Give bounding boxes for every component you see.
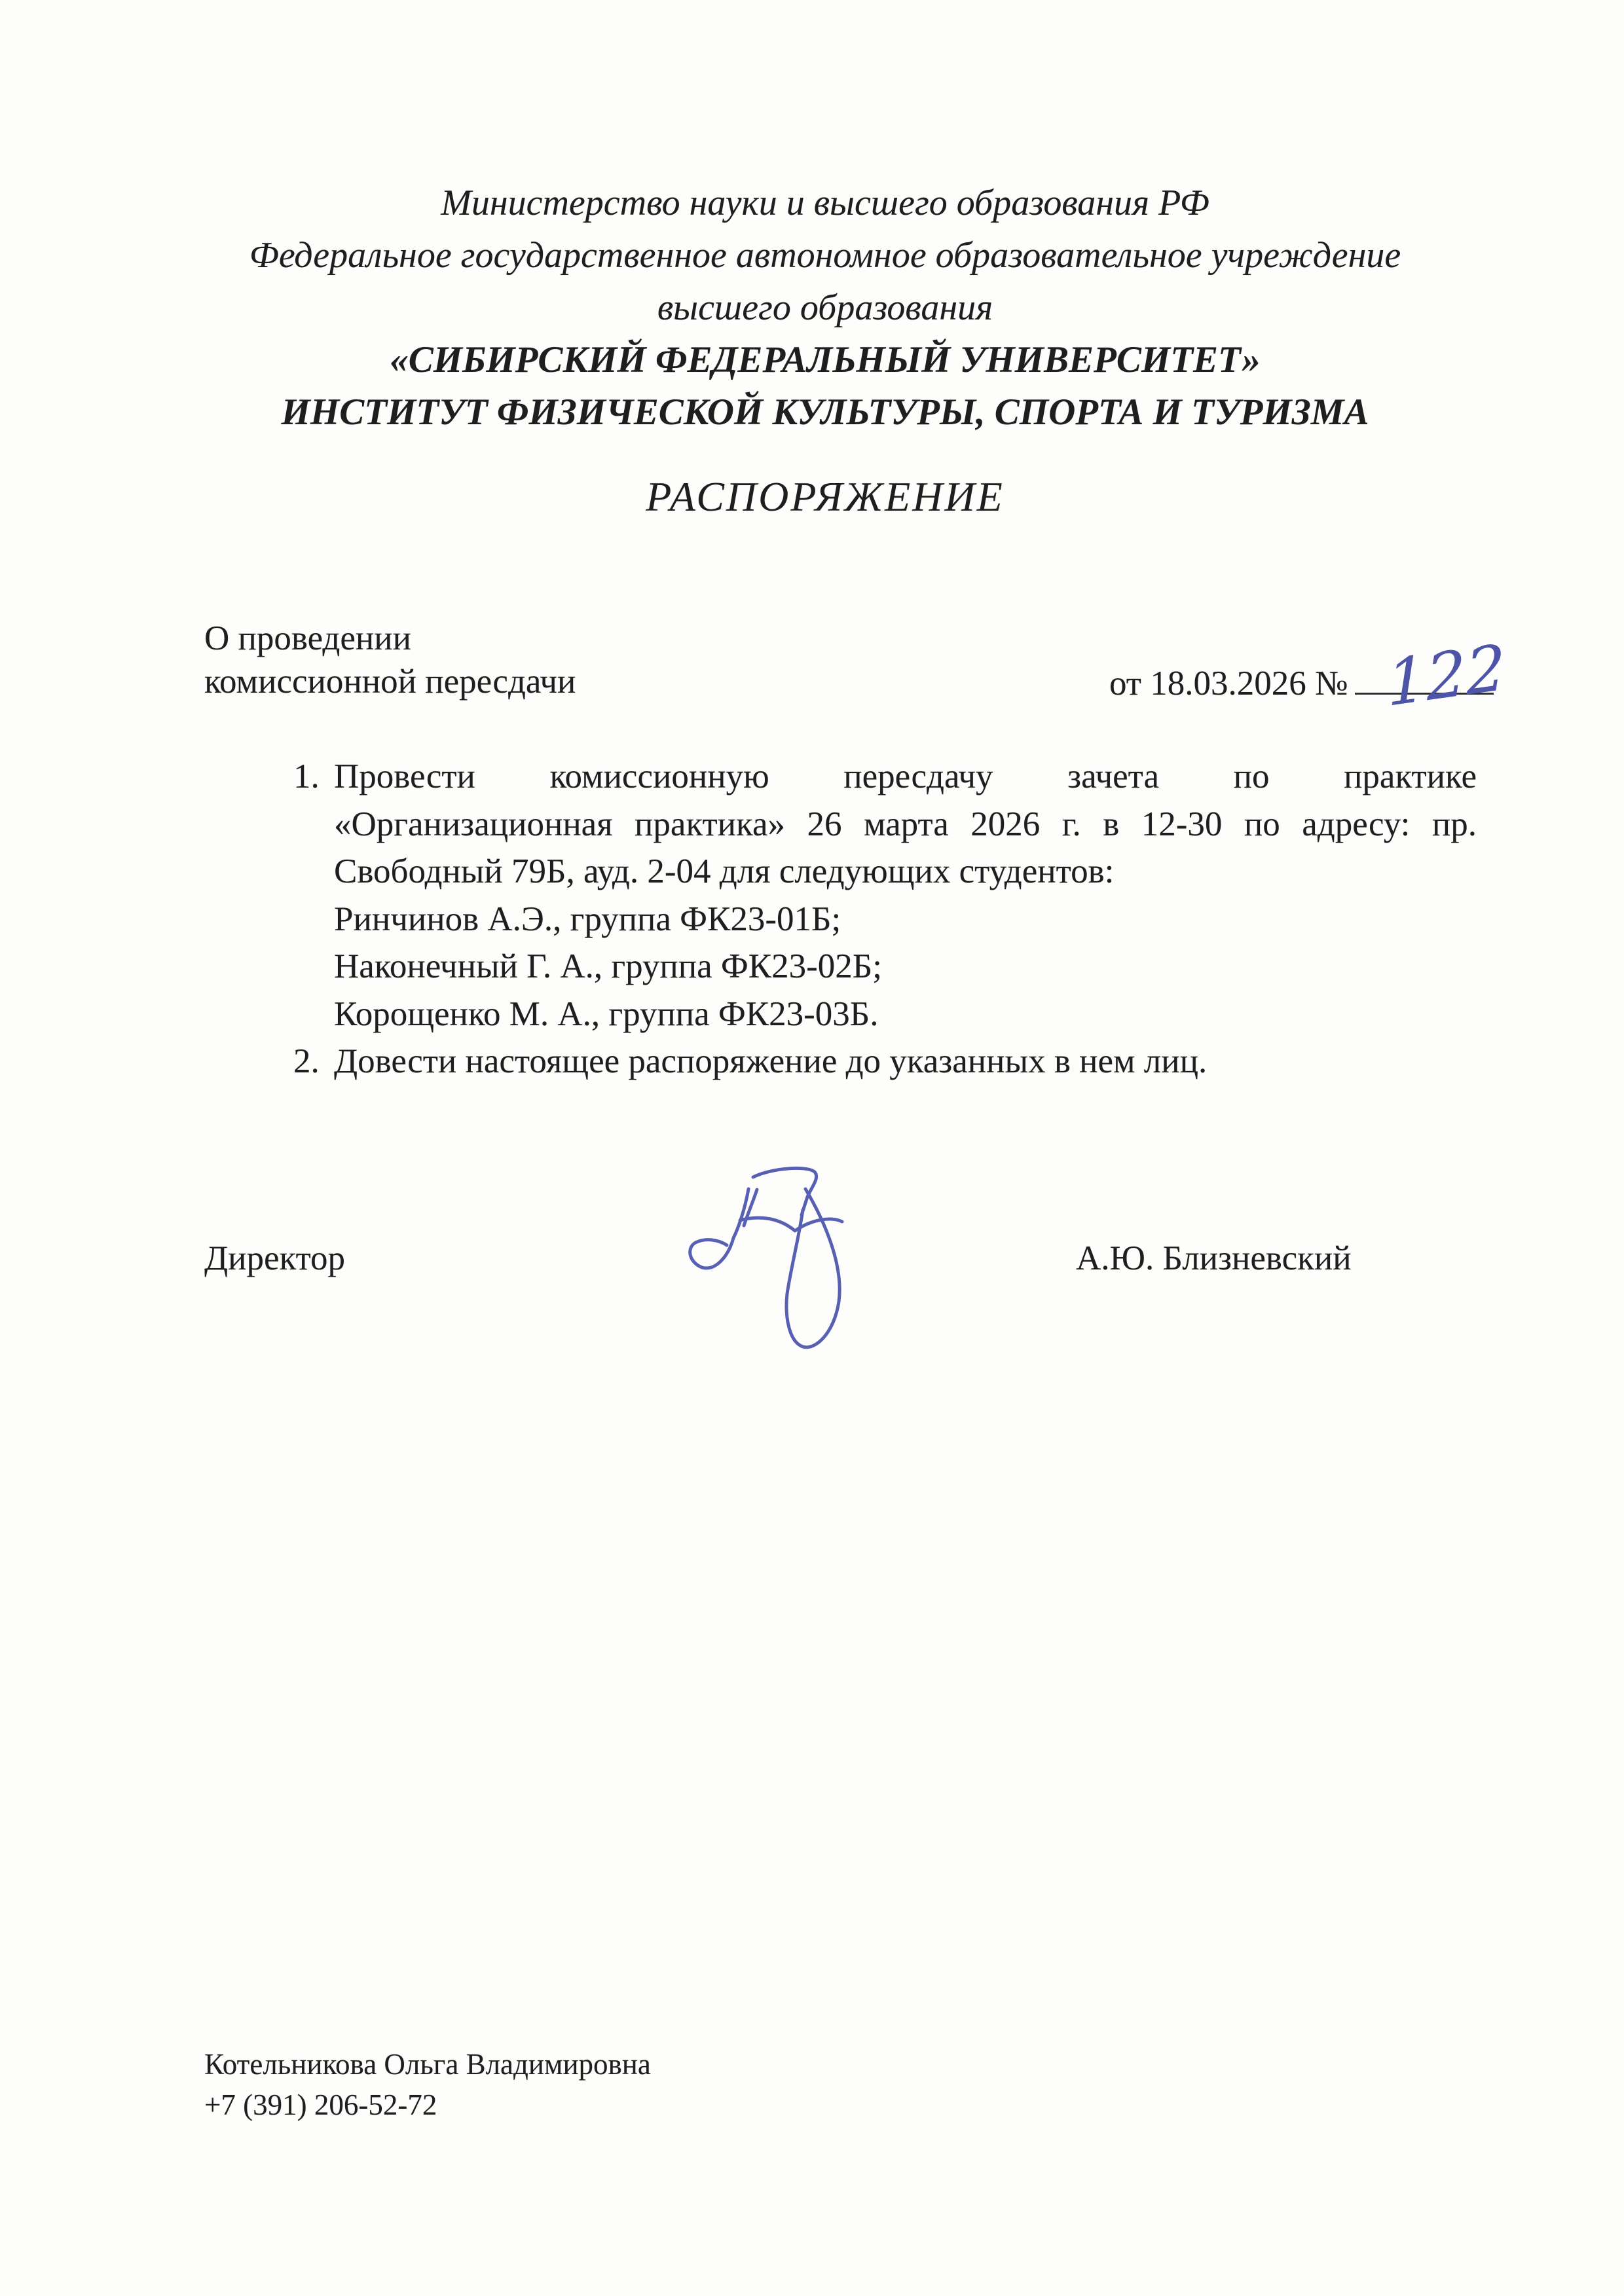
student-row-1: Ринчинов А.Э., группа ФК23-01Б; — [334, 900, 841, 938]
student-row-3: Корощенко М. А., группа ФК23-03Б. — [334, 994, 879, 1033]
signer-position-title: Директор — [204, 1239, 346, 1277]
item-1-line-1 — [293, 753, 1477, 801]
item-1-line-2-text: «Организационная практика» 26 марта 2026 г. в 12-30 по адресу: пр. — [334, 805, 1477, 843]
item-1-line-3: Свободный 79Б, ауд. 2-04 для следующих студентов: — [334, 852, 1115, 890]
date-number-prefix: от 18.03.2026 № — [1109, 665, 1348, 702]
university-name: «СИБИРСКИЙ ФЕДЕРАЛЬНЫЙ УНИВЕРСИТЕТ» — [390, 339, 1261, 380]
letterhead — [167, 177, 1483, 439]
executor-name: Котельникова Ольга Владимировна — [204, 2048, 651, 2081]
order-body — [293, 753, 1477, 1085]
signature-stroke-left-loop — [690, 1189, 748, 1268]
institution-line-1: Федеральное государственное автономное образовательное учреждение — [249, 235, 1401, 276]
item-1-line-2 — [334, 801, 1477, 848]
item-2-line-1-text: Довести настоящее распоряжение до указанных в нем лиц. — [334, 1042, 1208, 1080]
subject-line-2: комиссионной пересдачи — [204, 663, 576, 701]
subject-line-1: О проведении — [204, 619, 412, 657]
executor-footer — [204, 2044, 651, 2125]
institute-name: ИНСТИТУТ ФИЗИЧЕСКОЙ КУЛЬТУРЫ, СПОРТА И ТУРИЗМА — [281, 392, 1369, 433]
item-2-number: 2. — [293, 1042, 320, 1080]
handwritten-order-number: 122 — [1385, 630, 1507, 721]
date-number-line — [1109, 630, 1507, 721]
signature-stroke-descender — [786, 1189, 840, 1347]
document-type-title: РАСПОРЯЖЕНИЕ — [646, 473, 1005, 520]
institution-line-2: высшего образования — [657, 287, 993, 328]
signature-ink — [655, 1159, 864, 1368]
item-2-line-1 — [293, 1038, 1477, 1085]
executor-phone: +7 (391) 206-52-72 — [204, 2088, 437, 2121]
item-1-line-1-text: Провести комиссионную пересдачу зачета по практике — [334, 757, 1477, 795]
order-number-blank — [1355, 630, 1507, 721]
ministry-line: Министерство науки и высшего образования РФ — [441, 183, 1209, 223]
document-subject — [204, 617, 702, 703]
item-1-number: 1. — [293, 757, 320, 795]
student-row-2: Наконечный Г. А., группа ФК23-02Б; — [334, 947, 882, 985]
signer-name: А.Ю. Близневский — [1076, 1239, 1352, 1277]
